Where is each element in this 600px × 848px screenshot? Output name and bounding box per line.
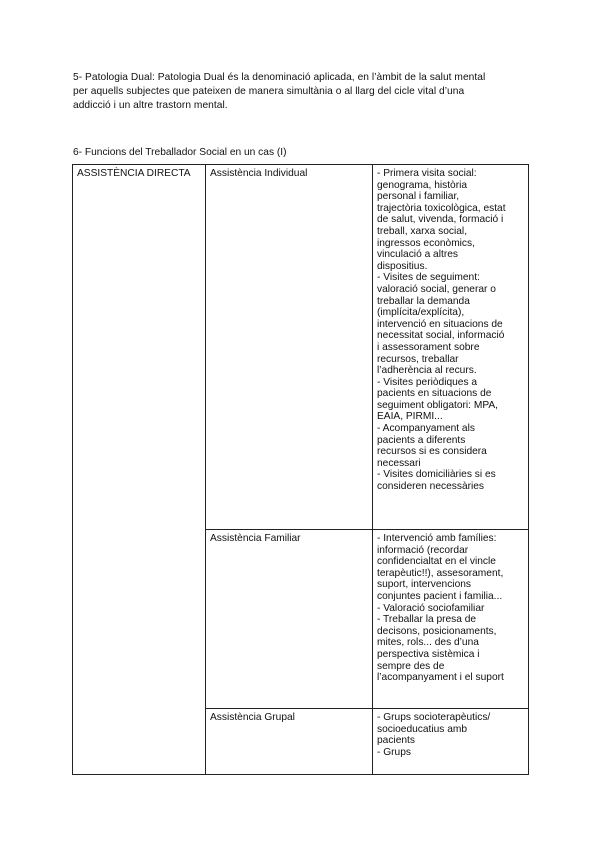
assistance-description: - Primera visita social: genograma, història personal i familiar, trajectòria toxicològica, estat de salut, vivenda, formació i treball, xarxa social, ingressos econòmics, vinculació a altres dispositius. - Visites de seguiment: valoració social, generar o treballar la demanda (implícita/explícita), intervenció en situacions de necessitat social, informació i assessorament sobre recursos, treballar l’adherència al recurs. - Visites periòdiques a pacients en situacions de seguiment obligatori: MPA, EAIA, PIRMI... - Acompanyament als pacients a diferents recursos si es considera necessari - Visites domiciliàries si es consideren necessàries [377, 168, 506, 493]
intro-paragraph: 5- Patologia Dual: Patologia Dual és la denominació aplicada, en l’àmbit de la salut mental per aquells subjectes que pateixen de manera simultània o al llarg del cicle vital d’una addicció i un altre trastorn mental. [73, 72, 486, 112]
category-cell [73, 165, 206, 775]
assistance-type-label: Assistència Grupal [210, 712, 295, 723]
functions-table [72, 164, 529, 775]
table-row [73, 165, 529, 530]
description-cell [373, 165, 529, 530]
type-cell [206, 709, 373, 775]
type-cell [206, 165, 373, 530]
description-cell [373, 530, 529, 709]
description-cell [373, 709, 529, 775]
assistance-type-label: Assistència Familiar [210, 533, 301, 544]
assistance-description: - Intervenció amb famílies: informació (recordar confidencialtat en el vincle terapèutic!!), assesorament, suport, intervencions conjuntes pacient i familia... - Valoració sociofamiliar - Treballar la presa de decisons, posicionaments, mites, rols... des d’una perspectiva sistèmica i sempre des de l’acompanyament i el suport [377, 533, 504, 684]
section-title: 6- Funcions del Treballador Social en un cas (I) [73, 147, 287, 158]
assistance-description: - Grups socioterapèutics/ socioeducatius amb pacients - Grups [377, 712, 491, 758]
assistance-type-label: Assistència Individual [210, 168, 308, 179]
type-cell [206, 530, 373, 709]
category-label: ASSISTÈNCIA DIRECTA [77, 168, 191, 179]
